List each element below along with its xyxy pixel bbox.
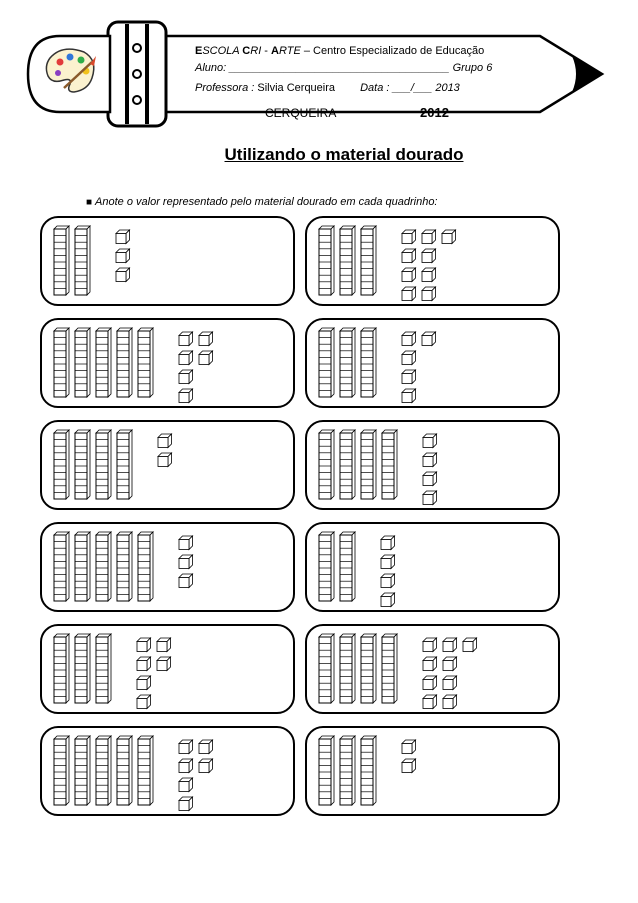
exercise-box[interactable]	[40, 216, 295, 306]
ten-rod	[319, 328, 334, 397]
unit-cube	[402, 759, 416, 773]
ten-rod	[340, 532, 355, 601]
exercise-box[interactable]	[305, 624, 560, 714]
unit-cube	[422, 332, 436, 346]
ten-rod	[54, 532, 69, 601]
unit-cube	[381, 574, 395, 588]
unit-cube	[423, 638, 437, 652]
unit-cube	[402, 287, 416, 301]
unit-cube	[422, 268, 436, 282]
year-label: 2012	[420, 105, 449, 120]
ten-rod	[75, 736, 90, 805]
unit-cube	[199, 740, 213, 754]
unit-cube	[381, 555, 395, 569]
unit-cube	[179, 778, 193, 792]
unit-cube	[179, 536, 193, 550]
ten-rod	[54, 430, 69, 499]
student-line	[195, 62, 492, 74]
bullet-icon: ■	[86, 197, 93, 208]
ten-rod	[382, 430, 397, 499]
ten-rod	[117, 430, 132, 499]
unit-cube	[381, 536, 395, 550]
unit-cube	[158, 434, 172, 448]
unit-cube	[423, 695, 437, 709]
unit-cube	[199, 332, 213, 346]
ten-rod	[319, 634, 334, 703]
group-label: Grupo 6	[452, 62, 493, 74]
teacher-name: Silvia Cerqueira	[257, 82, 336, 94]
unit-cube	[442, 230, 456, 244]
unit-cube	[423, 472, 437, 486]
unit-cube	[423, 657, 437, 671]
unit-cube	[179, 797, 193, 811]
base-ten-blocks	[42, 524, 297, 614]
unit-cube	[158, 453, 172, 467]
base-ten-blocks	[307, 626, 562, 716]
base-ten-blocks	[307, 728, 562, 818]
ten-rod	[117, 532, 132, 601]
ten-rod	[340, 226, 355, 295]
student-label: Aluno:	[195, 62, 227, 74]
teacher-line	[195, 82, 460, 94]
ten-rod	[138, 328, 153, 397]
date-value[interactable]: ___/___ 2013	[392, 82, 460, 94]
ten-rod	[340, 736, 355, 805]
unit-cube	[116, 230, 130, 244]
ten-rod	[54, 226, 69, 295]
ten-rod	[361, 226, 376, 295]
exercise-box[interactable]	[40, 624, 295, 714]
instruction	[86, 196, 438, 208]
base-ten-blocks	[42, 218, 297, 308]
unit-cube	[179, 740, 193, 754]
unit-cube	[402, 268, 416, 282]
exercise-box[interactable]	[305, 420, 560, 510]
unit-cube	[402, 370, 416, 384]
ten-rod	[75, 328, 90, 397]
ten-rod	[96, 736, 111, 805]
ten-rod	[340, 430, 355, 499]
ten-rod	[361, 430, 376, 499]
ten-rod	[361, 634, 376, 703]
unit-cube	[402, 740, 416, 754]
ten-rod	[96, 634, 111, 703]
unit-cube	[179, 555, 193, 569]
ten-rod	[340, 328, 355, 397]
base-ten-blocks	[42, 728, 297, 818]
ten-rod	[382, 634, 397, 703]
exercise-box[interactable]	[305, 318, 560, 408]
exercise-box[interactable]	[40, 318, 295, 408]
base-ten-blocks	[42, 422, 297, 512]
unit-cube	[116, 268, 130, 282]
unit-cube	[179, 370, 193, 384]
exercise-box[interactable]	[305, 522, 560, 612]
unit-cube	[422, 230, 436, 244]
date-label: Data :	[360, 82, 390, 94]
unit-cube	[423, 676, 437, 690]
unit-cube	[199, 351, 213, 365]
unit-cube	[402, 249, 416, 263]
unit-cube	[443, 638, 457, 652]
ten-rod	[361, 328, 376, 397]
unit-cube	[137, 638, 151, 652]
unit-cube	[137, 657, 151, 671]
city-label: CERQUEIRA	[265, 106, 337, 120]
unit-cube	[423, 491, 437, 505]
unit-cube	[157, 657, 171, 671]
unit-cube	[423, 434, 437, 448]
unit-cube	[443, 695, 457, 709]
base-ten-blocks	[307, 320, 562, 410]
base-ten-blocks	[307, 422, 562, 512]
unit-cube	[402, 230, 416, 244]
exercise-box[interactable]	[305, 216, 560, 306]
ten-rod	[96, 328, 111, 397]
exercise-box[interactable]	[40, 420, 295, 510]
unit-cube	[422, 249, 436, 263]
ten-rod	[138, 532, 153, 601]
unit-cube	[179, 389, 193, 403]
ten-rod	[319, 430, 334, 499]
ten-rod	[54, 736, 69, 805]
base-ten-blocks	[307, 524, 562, 614]
ten-rod	[319, 736, 334, 805]
ten-rod	[117, 736, 132, 805]
unit-cube	[199, 759, 213, 773]
unit-cube	[402, 332, 416, 346]
unit-cube	[179, 574, 193, 588]
base-ten-blocks	[42, 626, 297, 716]
ten-rod	[96, 532, 111, 601]
unit-cube	[443, 657, 457, 671]
ten-rod	[75, 532, 90, 601]
ten-rod	[75, 226, 90, 295]
unit-cube	[137, 676, 151, 690]
unit-cube	[179, 759, 193, 773]
pencil-banner	[0, 0, 638, 150]
ten-rod	[54, 634, 69, 703]
ten-rod	[75, 634, 90, 703]
base-ten-blocks	[42, 320, 297, 410]
ten-rod	[319, 226, 334, 295]
teacher-label: Professora :	[195, 82, 255, 94]
unit-cube	[137, 695, 151, 709]
pencil-tip	[572, 56, 602, 92]
unit-cube	[402, 351, 416, 365]
unit-cube	[422, 287, 436, 301]
base-ten-blocks	[307, 218, 562, 308]
unit-cube	[157, 638, 171, 652]
ten-rod	[54, 328, 69, 397]
school-name: ESCOLA CRI - ARTE – Centro Especializado de Educação	[195, 45, 485, 57]
ten-rod	[75, 430, 90, 499]
ten-rod	[319, 532, 334, 601]
exercise-box[interactable]	[40, 726, 295, 816]
ten-rod	[138, 736, 153, 805]
ten-rod	[361, 736, 376, 805]
ten-rod	[117, 328, 132, 397]
exercise-box[interactable]	[305, 726, 560, 816]
unit-cube	[179, 351, 193, 365]
instruction-text: Anote o valor representado pelo material dourado em cada quadrinho:	[95, 196, 438, 208]
unit-cube	[463, 638, 477, 652]
unit-cube	[179, 332, 193, 346]
unit-cube	[423, 453, 437, 467]
student-blank[interactable]: ____________________________________	[229, 62, 450, 74]
ten-rod	[340, 634, 355, 703]
unit-cube	[402, 389, 416, 403]
exercise-box[interactable]	[40, 522, 295, 612]
pencil-ferrule	[108, 22, 166, 126]
page-title: Utilizando o material dourado	[224, 145, 464, 164]
unit-cube	[443, 676, 457, 690]
ten-rod	[96, 430, 111, 499]
unit-cube	[381, 593, 395, 607]
unit-cube	[116, 249, 130, 263]
